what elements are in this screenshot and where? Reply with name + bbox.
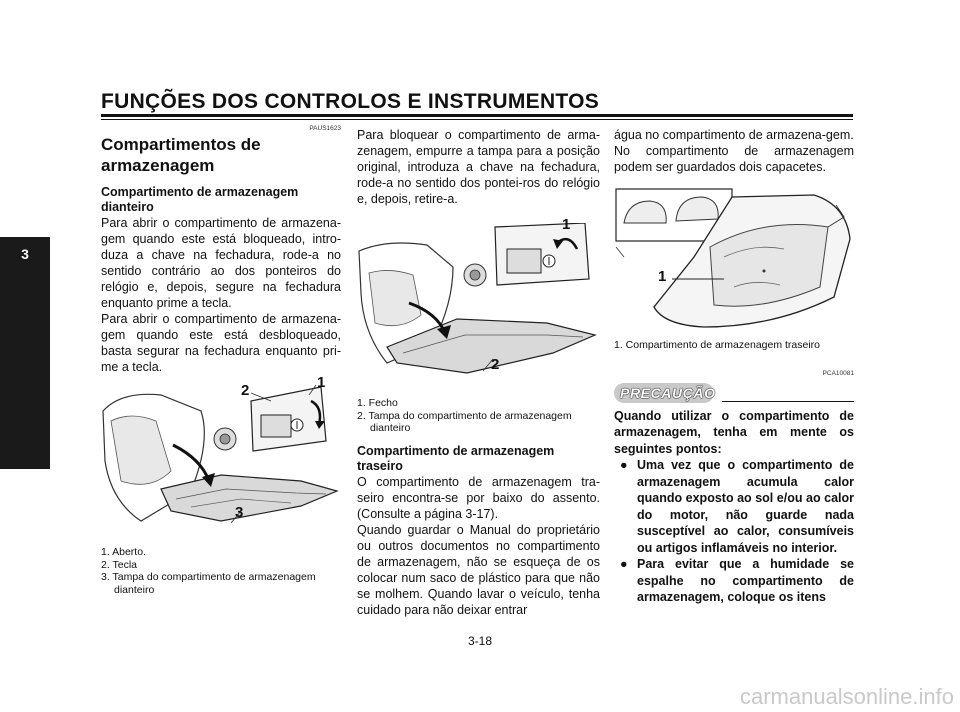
page-number: 3-18 xyxy=(467,634,493,648)
paragraph-rear-location: O compartimento de armazenagem tra-seiro encontra-se por baixo do assento. (Consulte a página 3-17). xyxy=(357,474,600,521)
sub-title-front: Compartimento de armazenagem dianteiro xyxy=(101,185,299,214)
front-compartment-illustration xyxy=(101,381,341,543)
caution-rule xyxy=(722,401,854,402)
chapter-tab xyxy=(0,237,50,469)
paragraph-lock: Para bloquear o compartimento de arma-zenagem, empurre a tampa para a posição original, introduza a chave na fechadura, rode-a no sentido dos pontei-ros do relógio e, depois, retire-a. xyxy=(357,128,600,206)
section-title: Compartimentos de armazenagem xyxy=(101,135,261,175)
figure-label-2: 2 xyxy=(491,356,500,373)
watermark: carmanualsonline.info xyxy=(739,684,954,709)
figure-captions xyxy=(101,546,341,596)
column-3 xyxy=(614,127,854,606)
caption-item: 1. Fecho xyxy=(357,397,398,409)
caption-item: 3. Tampa do compartimento de armazenagem dianteiro xyxy=(101,571,316,596)
figure-captions xyxy=(614,339,854,352)
caution-bullet-text: Para evitar que a humidade se espalhe no compartimento de armazenagem, coloque os itens xyxy=(637,557,854,604)
figure-front-compartment-lock xyxy=(357,216,600,393)
column-2 xyxy=(357,127,600,618)
caption-item: 2. Tecla xyxy=(101,558,137,571)
caption-item: 2. Tampa do compartimento de armazenagem dianteiro xyxy=(357,409,572,434)
bullet-icon: ● xyxy=(620,458,628,472)
figure-label-3: 3 xyxy=(235,504,244,521)
header-rule-thin xyxy=(101,119,853,120)
caution-bullet-text: Uma vez que o compartimento de armazenagem acumula calor quando exposto ao sol e/ou ao calor do motor, não guarde nada susceptível ao calor, consumíveis ou artigos inflamáveis no interior. xyxy=(637,458,854,555)
figure-label-1: 1 xyxy=(658,268,667,285)
figure-label-2: 2 xyxy=(241,382,250,399)
paragraph-water: água no compartimento de armazena-gem. xyxy=(614,128,854,142)
lock-illustration xyxy=(357,223,600,393)
reference-code: PCA10081 xyxy=(822,369,854,377)
caution-bullet xyxy=(620,556,854,606)
bullet-icon: ● xyxy=(620,557,628,571)
paragraph-open-unlocked: Para abrir o compartimento de armazena-gem quando este está desbloqueado, basta segurar na fechadura enquanto pri-me a tecla. xyxy=(101,312,341,374)
figure-front-compartment-open xyxy=(101,374,341,543)
caution-intro: Quando utilizar o compartimento de armazenagem, tenha em mente os seguintes pontos: xyxy=(614,408,854,456)
figure-rear-compartment xyxy=(614,187,854,337)
figure-label-1: 1 xyxy=(562,216,571,233)
caution-bullet xyxy=(620,457,854,556)
caution-header xyxy=(614,383,854,405)
figure-label-1: 1 xyxy=(317,374,326,391)
rear-compartment-illustration xyxy=(614,187,854,337)
paragraph-helmets: No compartimento de armazenagem podem ser guardados dois capacetes. xyxy=(614,144,854,174)
reference-code: PAUS1623 xyxy=(309,125,341,132)
chapter-number: 3 xyxy=(21,246,29,262)
figure-captions xyxy=(357,397,600,435)
paragraph-documents: Quando guardar o Manual do proprietário ou outros documentos no compartimento de armazenagem, não se esqueça de os colocar num saco de plástico para que não se molhem. Quando lavar o veículo, tenha cuidado para não deixar entrar xyxy=(357,522,600,617)
caption-item: 1. Compartimento de armazenagem traseiro xyxy=(614,339,821,351)
caption-item: 1. Aberto. xyxy=(101,546,146,558)
sub-title-rear: Compartimento de armazenagem traseiro xyxy=(357,443,555,473)
header-rule xyxy=(101,114,853,117)
paragraph-open-locked: Para abrir o compartimento de armazena-gem quando este está bloqueado, intro-duza a chave na fechadura, rode-a no sentido contrário ao dos ponteiros do relógio e, depois, segure na fechadura enquanto prime a tecla. xyxy=(101,216,341,310)
page-header-title: FUNÇÕES DOS CONTROLOS E INSTRUMENTOS xyxy=(101,90,600,113)
caution-label: PRECAUÇÃO xyxy=(620,384,716,401)
column-1 xyxy=(101,124,341,596)
